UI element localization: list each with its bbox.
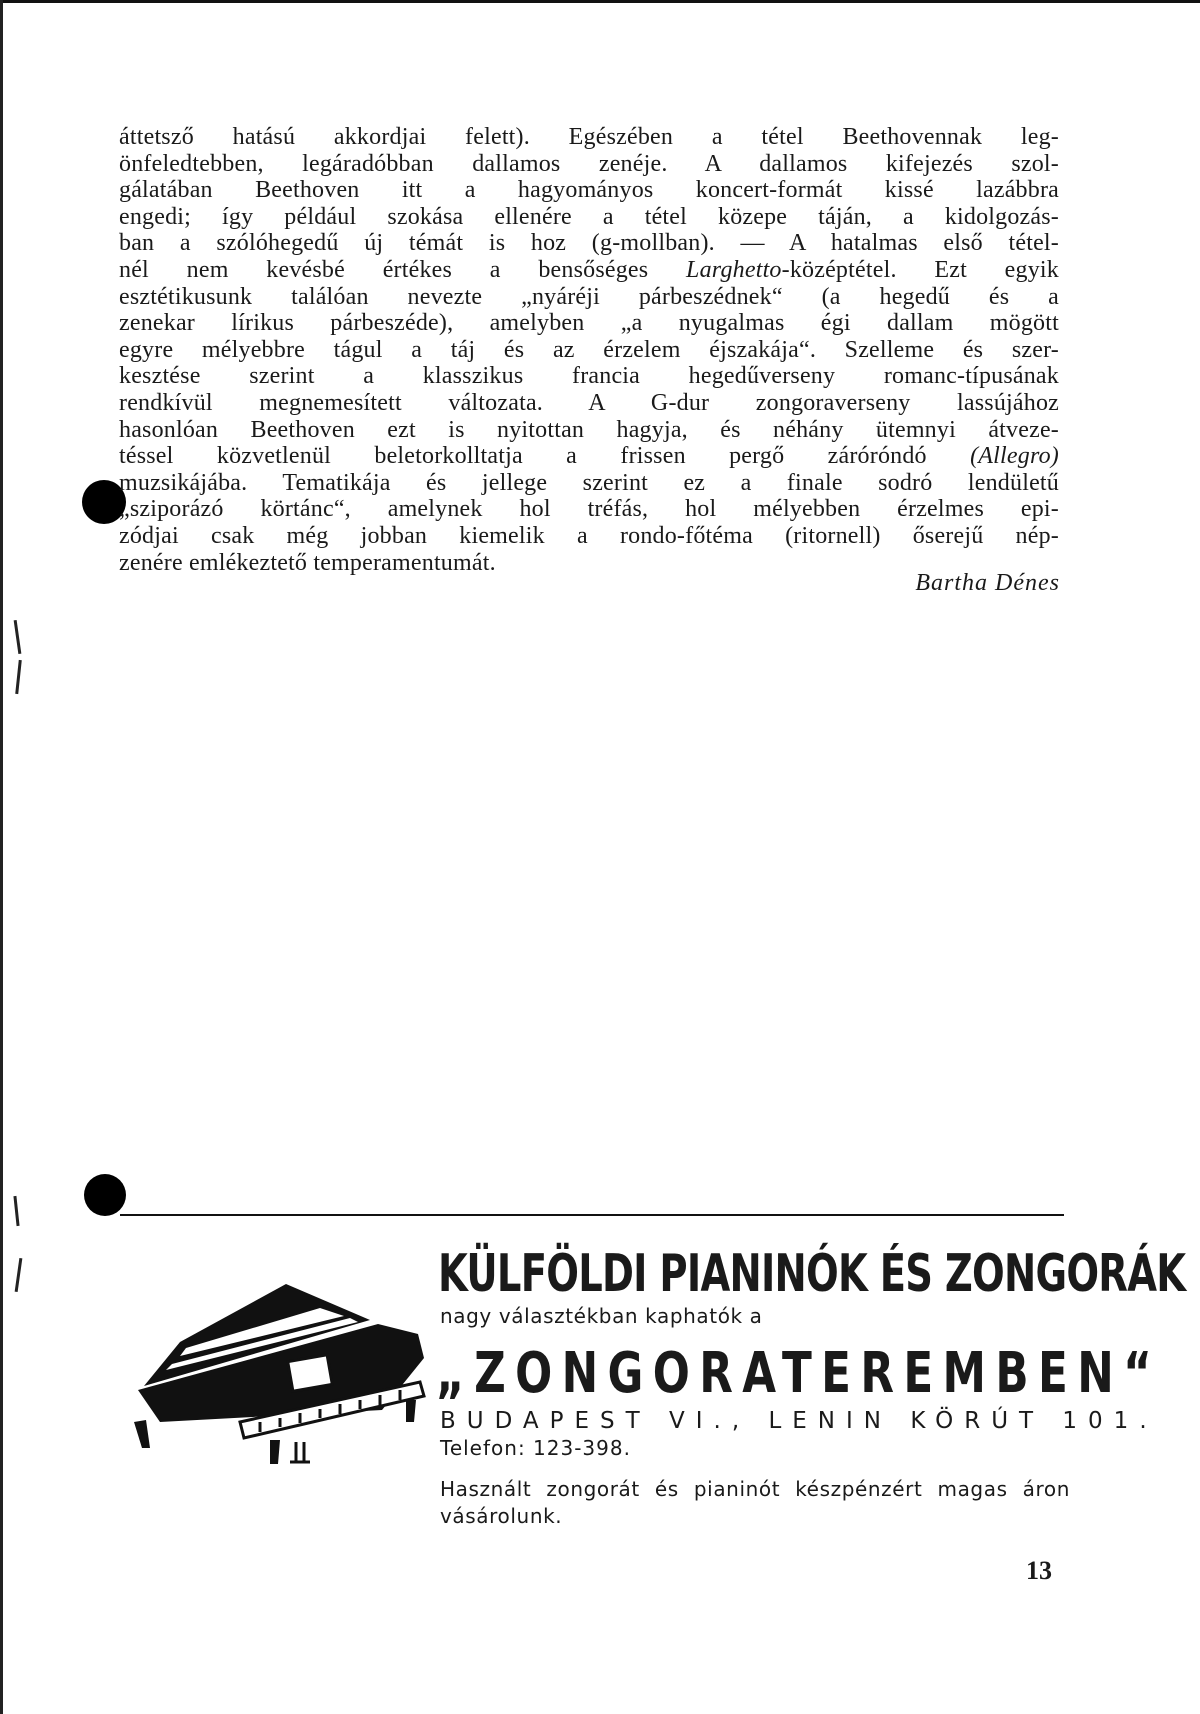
piano-leg <box>134 1420 150 1448</box>
page-number: 13 <box>1026 1556 1052 1585</box>
article-line: zenekar lírikus párbeszéde), amelyben „a nyugalmas égi dallam mögött <box>119 310 1059 337</box>
article-line: esztétikusunk találóan nevezte „nyáréji párbeszédnek“ (a hegedű és a <box>119 283 1059 310</box>
article-line: rendkívül megnemesített változata. A G-dur zongoraverseny lassújához <box>119 389 1059 416</box>
ad-address: BUDAPEST VI., LENIN KÖRÚT 101. <box>440 1408 1158 1434</box>
ad-divider <box>120 1214 1064 1216</box>
article-line: nél nem kevésbé értékes a bensőséges Larghetto-középtétel. Ezt egyik <box>119 256 1059 283</box>
margin-ink-mark <box>14 620 22 654</box>
scan-top-edge <box>0 0 1200 3</box>
author-signature: Bartha Dénes <box>915 570 1060 596</box>
article-line: zódjai csak még jobban kiemelik a rondo-főtéma (ritornell) őserejű nép- <box>119 522 1059 549</box>
article-body <box>119 124 1059 576</box>
piano-leg <box>270 1440 280 1464</box>
margin-ink-mark <box>13 1196 19 1226</box>
margin-ink-mark <box>15 660 22 694</box>
article-line: áttetsző hatású akkordjai felett). Egészében a tétel Beethovennak leg- <box>119 124 1059 150</box>
article-line: zenére emlékeztető temperamentumát. <box>119 549 496 576</box>
article-line: önfeledtebben, legáradóbban dallamos zenéje. A dallamos kifejezés szol- <box>119 150 1059 177</box>
article-line: hasonlóan Beethoven ezt is nyitottan hagyja, és néhány ütemnyi átveze- <box>119 416 1059 443</box>
piano-pedals <box>290 1442 310 1462</box>
piano-leg <box>406 1400 416 1422</box>
margin-ink-mark <box>15 1258 23 1292</box>
article-line: muzsikájába. Tematikája és jellege szerint ez a finale sodró lendületű <box>119 469 1059 496</box>
ad-store-name: „ZONGORATEREMBEN“ <box>436 1341 1162 1406</box>
article-line: ban a szólóhegedű új témát is hoz (g-mollban). — A hatalmas első tétel- <box>119 230 1059 257</box>
article-line: engedi; így például szokása ellenére a tétel közepe táján, a kidolgozás- <box>119 203 1059 230</box>
ad-buy-notice: Használt zongorát és pianinót készpénzért magas áron vásárolunk. <box>440 1477 1070 1528</box>
article-line: gálatában Beethoven itt a hagyományos koncert-formát kissé lazábbra <box>119 177 1059 204</box>
ad-headline: KÜLFÖLDI PIANINÓK ÉS ZONGORÁK <box>438 1244 1186 1304</box>
grand-piano-illustration <box>120 1272 440 1472</box>
article-line: téssel közvetlenül beletorkolltatja a frissen pergő záróróndó (Allegro) <box>119 443 1059 470</box>
ad-subtitle: nagy választékban kaphatók a <box>440 1304 763 1328</box>
music-stand <box>288 1355 333 1391</box>
ad-phone: Telefon: 123-398. <box>440 1436 631 1460</box>
article-line: kesztése szerint a klasszikus francia hegedűverseny romanc-típusának <box>119 363 1059 390</box>
article-line: egyre mélyebbre tágul a táj és az érzelem éjszakája“. Szelleme és szer- <box>119 336 1059 363</box>
punch-hole-mark <box>84 1174 126 1216</box>
scan-left-edge <box>0 0 3 1714</box>
article-line: „sziporázó körtánc“, amelynek hol tréfás, hol mélyebben érzelmes epi- <box>119 496 1059 523</box>
